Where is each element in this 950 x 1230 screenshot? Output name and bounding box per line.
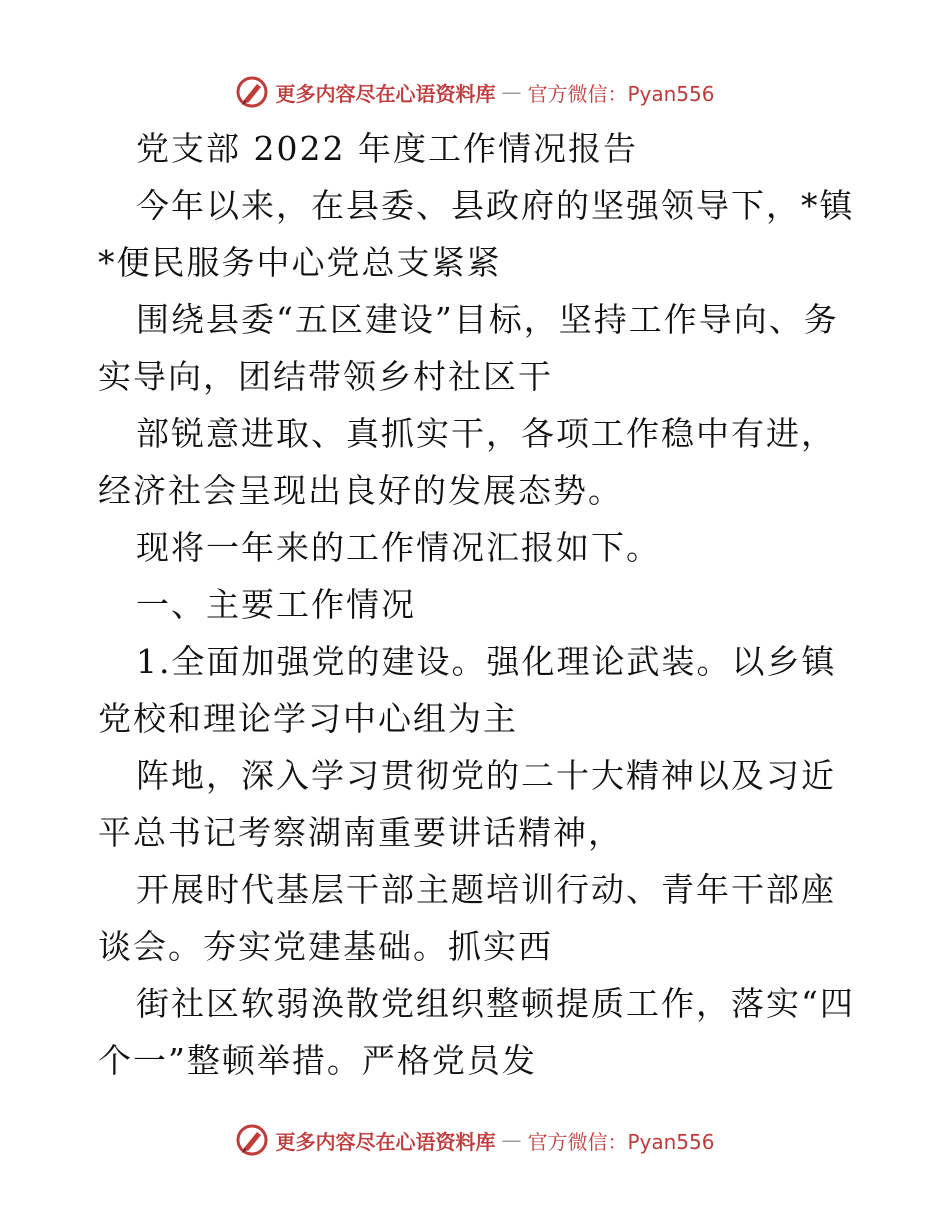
watermark-sub-text: 官方微信：Pyan556: [527, 1129, 715, 1154]
pen-logo-icon: [235, 75, 269, 109]
watermark-main-text: 更多内容尽在心语资料库: [275, 81, 496, 106]
paragraph: 阵地，深入学习贯彻党的二十大精神以及习近平总书记考察湖南重要讲话精神，: [98, 756, 836, 852]
document-body: [98, 120, 858, 1089]
paragraph: 开展时代基层干部主题培训行动、青年干部座谈会。夯实党建基础。抓实西: [98, 870, 836, 966]
watermark-header: [0, 72, 950, 112]
watermark-dash: —: [501, 1128, 522, 1152]
pen-logo-icon: [235, 1123, 269, 1157]
paragraph: 今年以来，在县委、县政府的坚强领导下，*镇*便民服务中心党总支紧紧: [98, 186, 855, 282]
paragraph: 街社区软弱涣散党组织整顿提质工作，落实“四个一”整顿举措。严格党员发: [98, 984, 855, 1080]
paragraph: 围绕县委“五区建设”目标，坚持工作导向、务实导向，团结带领乡村社区干: [98, 300, 839, 396]
watermark-sub-text: 官方微信：Pyan556: [527, 81, 715, 106]
paragraph: 现将一年来的工作情况汇报如下。: [136, 528, 661, 567]
watermark-dash: —: [501, 80, 522, 104]
section-heading: 一、主要工作情况: [136, 585, 416, 624]
paragraph: 部锐意进取、真抓实干，各项工作稳中有进，经济社会呈现出良好的发展态势。: [98, 414, 836, 510]
watermark-footer: [0, 1120, 950, 1160]
watermark-main-text: 更多内容尽在心语资料库: [275, 1129, 496, 1154]
document-title: 党支部 2022 年度工作情况报告: [136, 129, 638, 168]
paragraph: 1.全面加强党的建设。强化理论武装。以乡镇党校和理论学习中心组为主: [98, 642, 837, 738]
